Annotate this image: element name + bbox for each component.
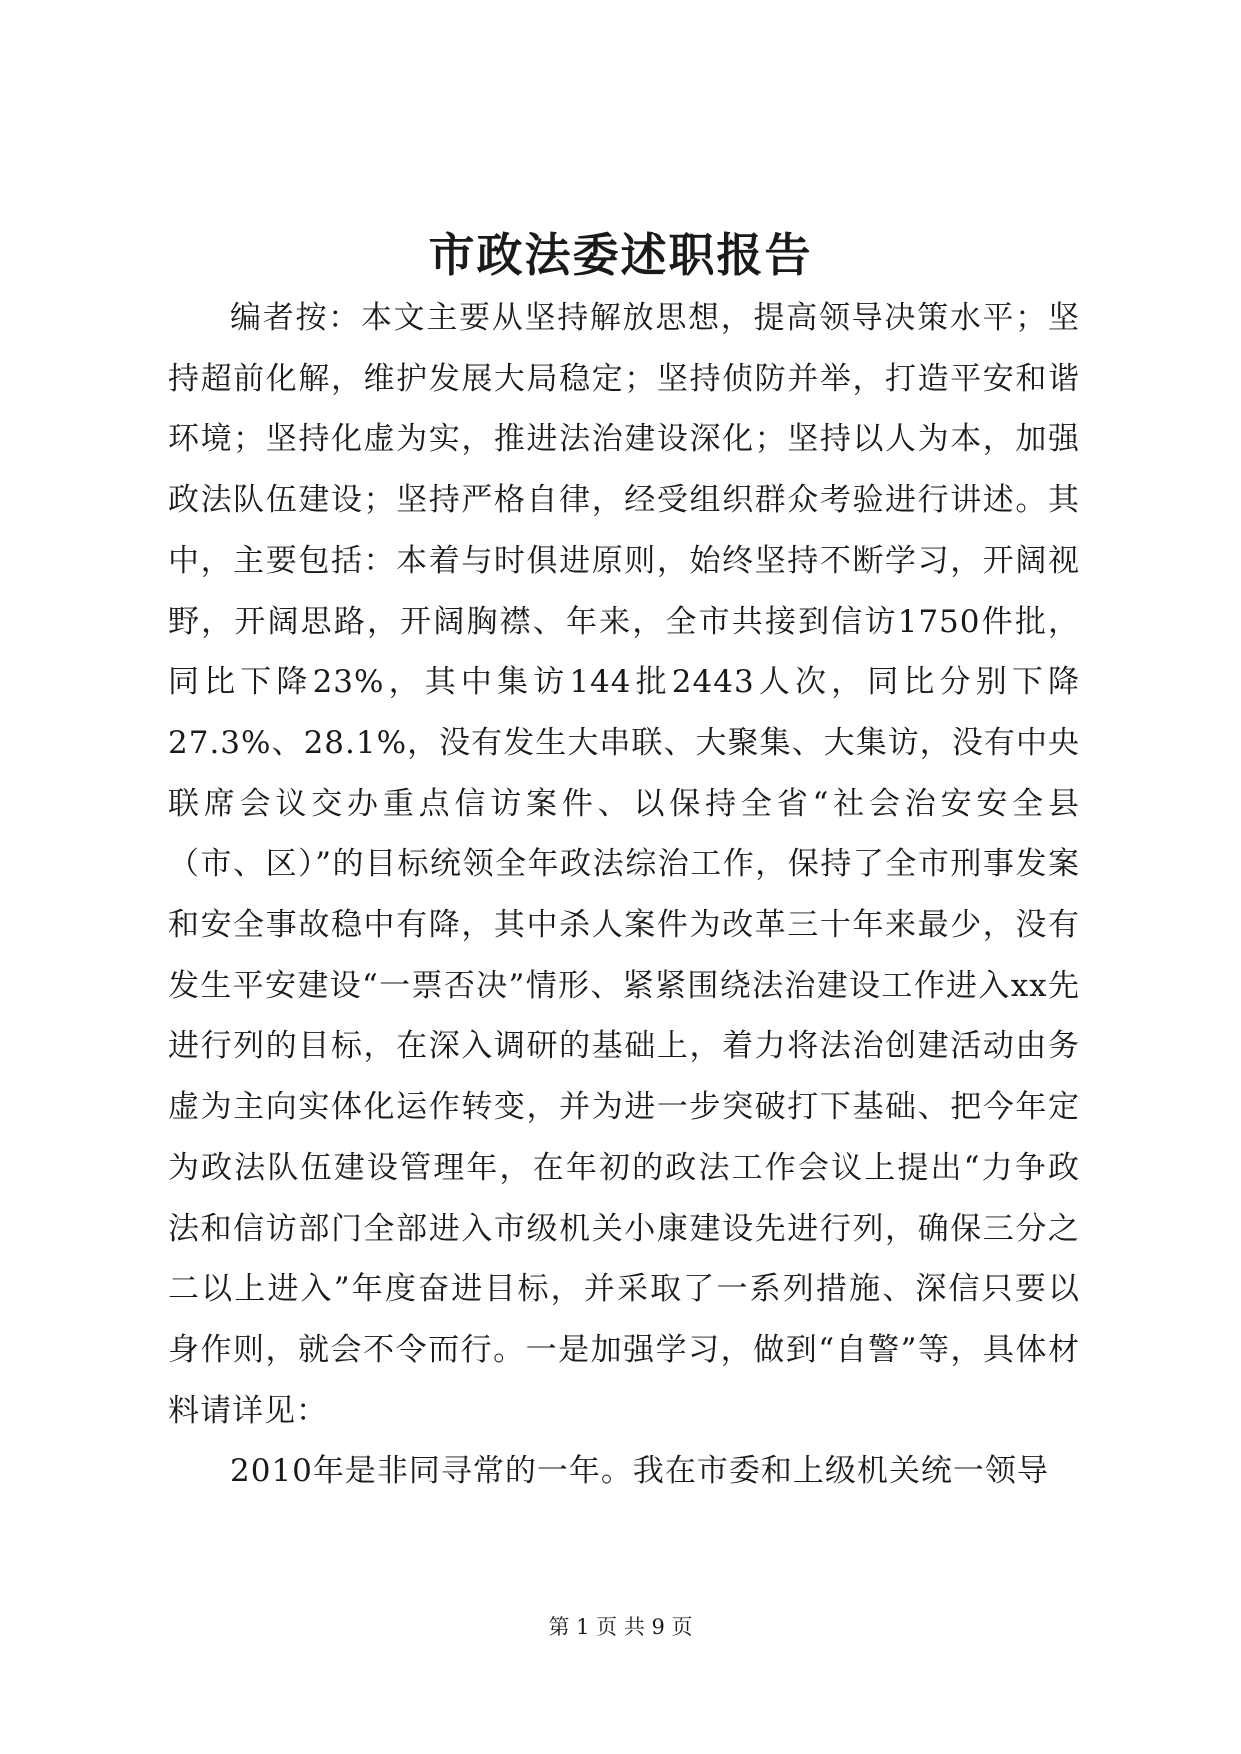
document-body <box>168 288 1080 1502</box>
document-title: 市政法委述职报告 <box>428 228 813 282</box>
paragraph-main: 2010年是非同寻常的一年。我在市委和上级机关统一领导 <box>230 1453 1049 1490</box>
paragraph-editor-note: 编者按：本文主要从坚持解放思想，提高领导决策水平；坚持超前化解，维护发展大局稳定；坚持侦防并举，打造平安和谐环境；坚持化虚为实，推进法治建设深化；坚持以人为本，加强政法队伍建设；坚持严格自律，经受组织群众考验进行讲述。其中，主要包括：本着与时俱进原则，始终坚持不断学习，开阔视野，开阔思路，开阔胸襟、年来，全市共接到信访1750件批，同比下降23%，其中集访144批2443人次，同比分别下降27.3%、28.1%，没有发生大串联、大聚集、大集访，没有中央联席会议交办重点信访案件、以保持全省“社会治安安全县（市、区）”的目标统领全年政法综治工作，保持了全市刑事发案和安全事故稳中有降，其中杀人案件为改革三十年来最少，没有发生平安建设“一票否决”情形、紧紧围绕法治建设工作进入xx先进行列的目标，在深入调研的基础上，着力将法治创建活动由务虚为主向实体化运作转变，并为进一步突破打下基础、把今年定为政法队伍建设管理年，在年初的政法工作会议上提出“力争政法和信访部门全部进入市级机关小康建设先进行列，确保三分之二以上进入”年度奋进目标，并采取了一系列措施、深信只要以身作则，就会不令而行。一是加强学习，做到“自警”等，具体材料请详见： <box>168 300 1080 1429</box>
page-number-footer: 第 1 页 共 9 页 <box>548 1615 693 1639</box>
